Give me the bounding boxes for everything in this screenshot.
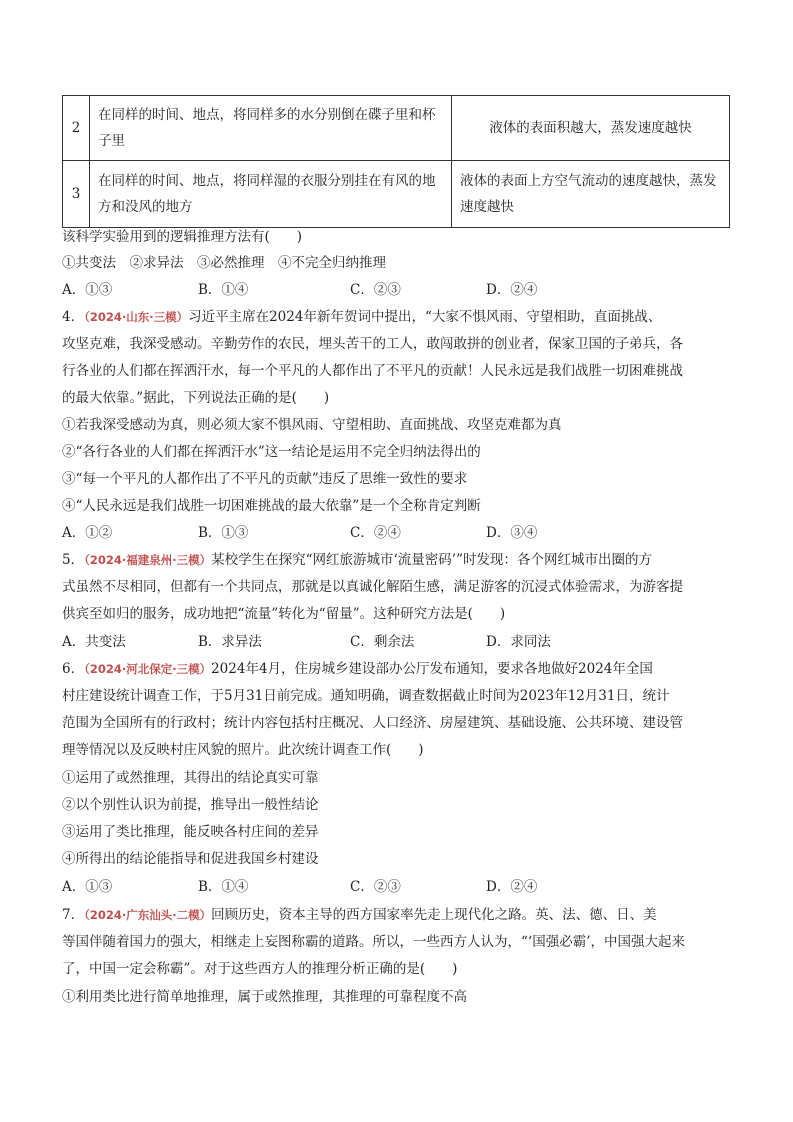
question-source: （2024·广东汕头·二模） [84, 908, 212, 922]
statement-items: ①共变法 ②求异法 ③必然推理 ④不完全归纳推理 [62, 255, 386, 271]
option-b[interactable]: B．①④ [198, 879, 249, 895]
option-b[interactable]: B．①③ [198, 525, 249, 541]
question-text: 范围为全国所有的行政村；统计内容包括村庄概况、人口经济、房屋建筑、基础设施、公共环境、建设管 [62, 715, 683, 731]
option-d[interactable]: D．②④ [486, 879, 538, 895]
question-text: 攻坚克难，我深受感动。辛勤劳作的农民，埋头苦干的工人，敢闯敢拼的创业者，保家卫国的子弟兵，各 [62, 336, 683, 352]
statement-item: ①若我深受感动为真，则必须大家不惧风雨、守望相助、直面挑战、攻坚克难都为真 [62, 417, 562, 433]
question-text: 行各业的人们都在挥洒汗水，每一个平凡的人都作出了不平凡的贡献！人民永远是我们战胜一切困难挑战 [62, 363, 683, 379]
question-source: （2024·福建泉州·三模） [84, 553, 212, 567]
question-source: （2024·河北保定·三模） [84, 662, 212, 676]
option-a[interactable]: A．①③ [62, 282, 113, 298]
statement-item: ④“人民永远是我们战胜一切困难挑战的最大依靠”是一个全称肯定判断 [62, 498, 481, 514]
answer-options [62, 876, 582, 898]
experiment-table [62, 95, 730, 228]
question-6-line-1 [62, 658, 653, 680]
statement-item: ①利用类比进行简单地推理，属于或然推理，其推理的可靠程度不高 [62, 989, 467, 1005]
question-4-line-1 [62, 306, 661, 328]
table-row [63, 161, 730, 228]
option-b[interactable]: B．①④ [198, 282, 249, 298]
experiment-method: 在同样的时间、地点，将同样多的水分别倒在碟子里和杯子里 [90, 96, 452, 161]
statement-item: ④所得出的结论能指导和促进我国乡村建设 [62, 851, 319, 867]
option-d[interactable]: D．求同法 [486, 634, 551, 650]
question-text: 理等情况以及反映村庄风貌的照片。此次统计调查工作( ) [62, 742, 424, 758]
option-b[interactable]: B．求异法 [198, 634, 262, 650]
option-c[interactable]: C．②③ [350, 282, 401, 298]
statement-item: ③运用了类比推理，能反映各村庄间的差异 [62, 824, 319, 840]
option-c[interactable]: C．②③ [350, 879, 401, 895]
question-text: 村庄建设统计调查工作，于5月31日前完成。通知明确，调查数据截止时间为2023年12月31日，统计 [62, 688, 670, 704]
option-a[interactable]: A．①③ [62, 879, 113, 895]
question-text: 习近平主席在2024年新年贺词中提出，“大家不惧风雨、守望相助，直面挑战、 [188, 309, 662, 325]
answer-options [62, 279, 582, 301]
option-a[interactable]: A．①② [62, 525, 113, 541]
question-text: 回顾历史，资本主导的西方国家率先走上现代化之路。英、法、德、日、美 [211, 907, 657, 923]
question-stem: 该科学实验用到的逻辑推理方法有( ) [62, 229, 303, 245]
option-c[interactable]: C．剩余法 [350, 634, 415, 650]
question-text: 等国伴随着国力的强大，相继走上妄图称霸的道路。所以，一些西方人认为，“‘国强必霸’，中国强大起来 [62, 934, 685, 950]
question-text: 某校学生在探究“网红旅游城市‘流量密码’”时发现：各个网红城市出圈的方 [211, 552, 652, 568]
question-text: 的最大依靠。”据此，下列说法正确的是( ) [62, 390, 330, 406]
statement-item: ①运用了或然推理，其得出的结论真实可靠 [62, 770, 319, 786]
row-number: 3 [63, 161, 90, 228]
experiment-method: 在同样的时间、地点，将同样湿的衣服分别挂在有风的地方和没风的地方 [90, 161, 452, 228]
question-text: 2024年4月，住房城乡建设部办公厅发布通知，要求各地做好2024年全国 [211, 661, 653, 677]
question-number: 4． [62, 309, 85, 325]
question-number: 7． [62, 907, 85, 923]
table-row [63, 96, 730, 161]
option-a[interactable]: A．共变法 [62, 634, 126, 650]
row-number: 2 [63, 96, 90, 161]
statement-item: ②以个别性认识为前提，推导出一般性结论 [62, 797, 319, 813]
option-d[interactable]: D．②④ [486, 282, 538, 298]
experiment-result: 液体的表面积越大，蒸发速度越快 [452, 96, 730, 161]
question-source: （2024·山东·三模） [84, 310, 189, 324]
option-d[interactable]: D．③④ [486, 525, 538, 541]
question-7-line-1 [62, 904, 657, 926]
question-5-line-1 [62, 549, 652, 571]
statement-item: ②“各行各业的人们都在挥洒汗水”这一结论是运用不完全归纳法得出的 [62, 444, 481, 460]
experiment-result: 液体的表面上方空气流动的速度越快，蒸发速度越快 [452, 161, 730, 228]
question-number: 5． [62, 552, 85, 568]
answer-options [62, 631, 582, 653]
statement-item: ③“每一个平凡的人都作出了不平凡的贡献”违反了思维一致性的要求 [62, 471, 468, 487]
question-text: 供宾至如归的服务，成功地把“流量”转化为“留量”。这种研究方法是( ) [62, 606, 506, 622]
option-c[interactable]: C．②④ [350, 525, 401, 541]
question-number: 6． [62, 661, 85, 677]
answer-options [62, 522, 582, 544]
question-text: 了，中国一定会称霸”。对于这些西方人的推理分析正确的是( ) [62, 961, 458, 977]
question-text: 式虽然不尽相同，但都有一个共同点，那就是以真诚化解陌生感，满足游客的沉浸式体验需求，为游客提 [62, 579, 683, 595]
